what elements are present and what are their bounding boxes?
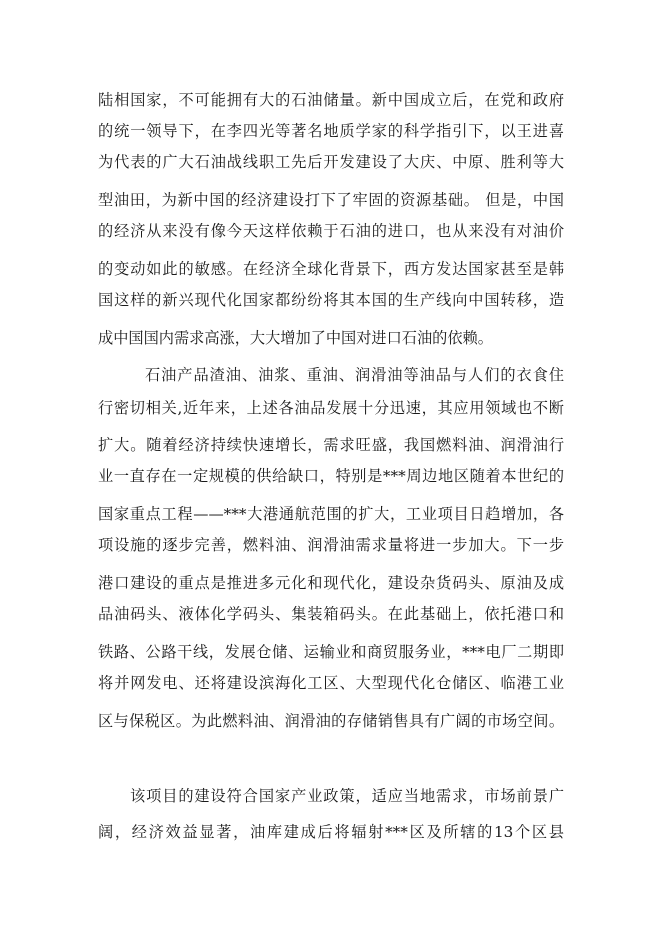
text-line: 的变动如此的敏感。在经济全球化背景下，西方发达国家甚至是韩 <box>98 260 564 278</box>
text-line: 港口建设的重点是推进多元化和现代化，建设杂货码头、原油及成 <box>98 574 564 592</box>
text-line: 为代表的广大石油战线职工先后开发建设了大庆、中原、胜利等大 <box>98 153 564 171</box>
text-line: 该项目的建设符合国家产业政策，适应当地需求，市场前景广 <box>130 787 564 805</box>
text-line: 扩大。随着经济持续快速增长，需求旺盛，我国燃料油、润滑油行 <box>98 436 564 454</box>
text-line: 品油码头、液体化学码头、集装箱码头。在此基础上，依托港口和 <box>98 605 564 623</box>
text-line: 铁路、公路干线，发展仓储、运输业和商贸服务业，***电厂二期即 <box>98 643 564 661</box>
text-line: 行密切相关,近年来，上述各油品发展十分迅速，其应用领域也不断 <box>98 399 564 417</box>
text-line: 项设施的逐步完善，燃料油、润滑油需求量将进一步加大。下一步 <box>98 536 564 554</box>
text-line: 的经济从来没有像今天这样依赖于石油的进口，也从来没有对油价 <box>98 222 564 240</box>
text-line: 石油产品渣油、油浆、重油、润滑油等油品与人们的衣食住 <box>145 366 564 384</box>
text-line: 国家重点工程——***大港通航范围的扩大，工业项目日趋增加，各 <box>98 505 564 523</box>
text-line: 业一直存在一定规模的供给缺口，特别是***周边地区随着本世纪的 <box>98 467 564 485</box>
text-line: 国这样的新兴现代化国家都纷纷将其本国的生产线向中国转移，造 <box>98 291 564 309</box>
text-line: 区与保税区。为此燃料油、润滑油的存储销售具有广阔的市场空间。 <box>98 712 564 730</box>
text-line: 陆相国家，不可能拥有大的石油储量。新中国成立后，在党和政府 <box>98 91 564 109</box>
text-line: 阔，经济效益显著，油库建成后将辐射***区及所辖的13个区县 <box>98 823 564 841</box>
text-line: 将并网发电、还将建设滨海化工区、大型现代化仓储区、临港工业 <box>98 674 564 692</box>
text-line: 成中国国内需求高涨，大大增加了中国对进口石油的依赖。 <box>98 329 493 347</box>
text-line: 的统一领导下，在李四光等著名地质学家的科学指引下，以王进喜 <box>98 122 564 140</box>
text-line: 型油田，为新中国的经济建设打下了牢固的资源基础。 但是，中国 <box>98 191 564 209</box>
